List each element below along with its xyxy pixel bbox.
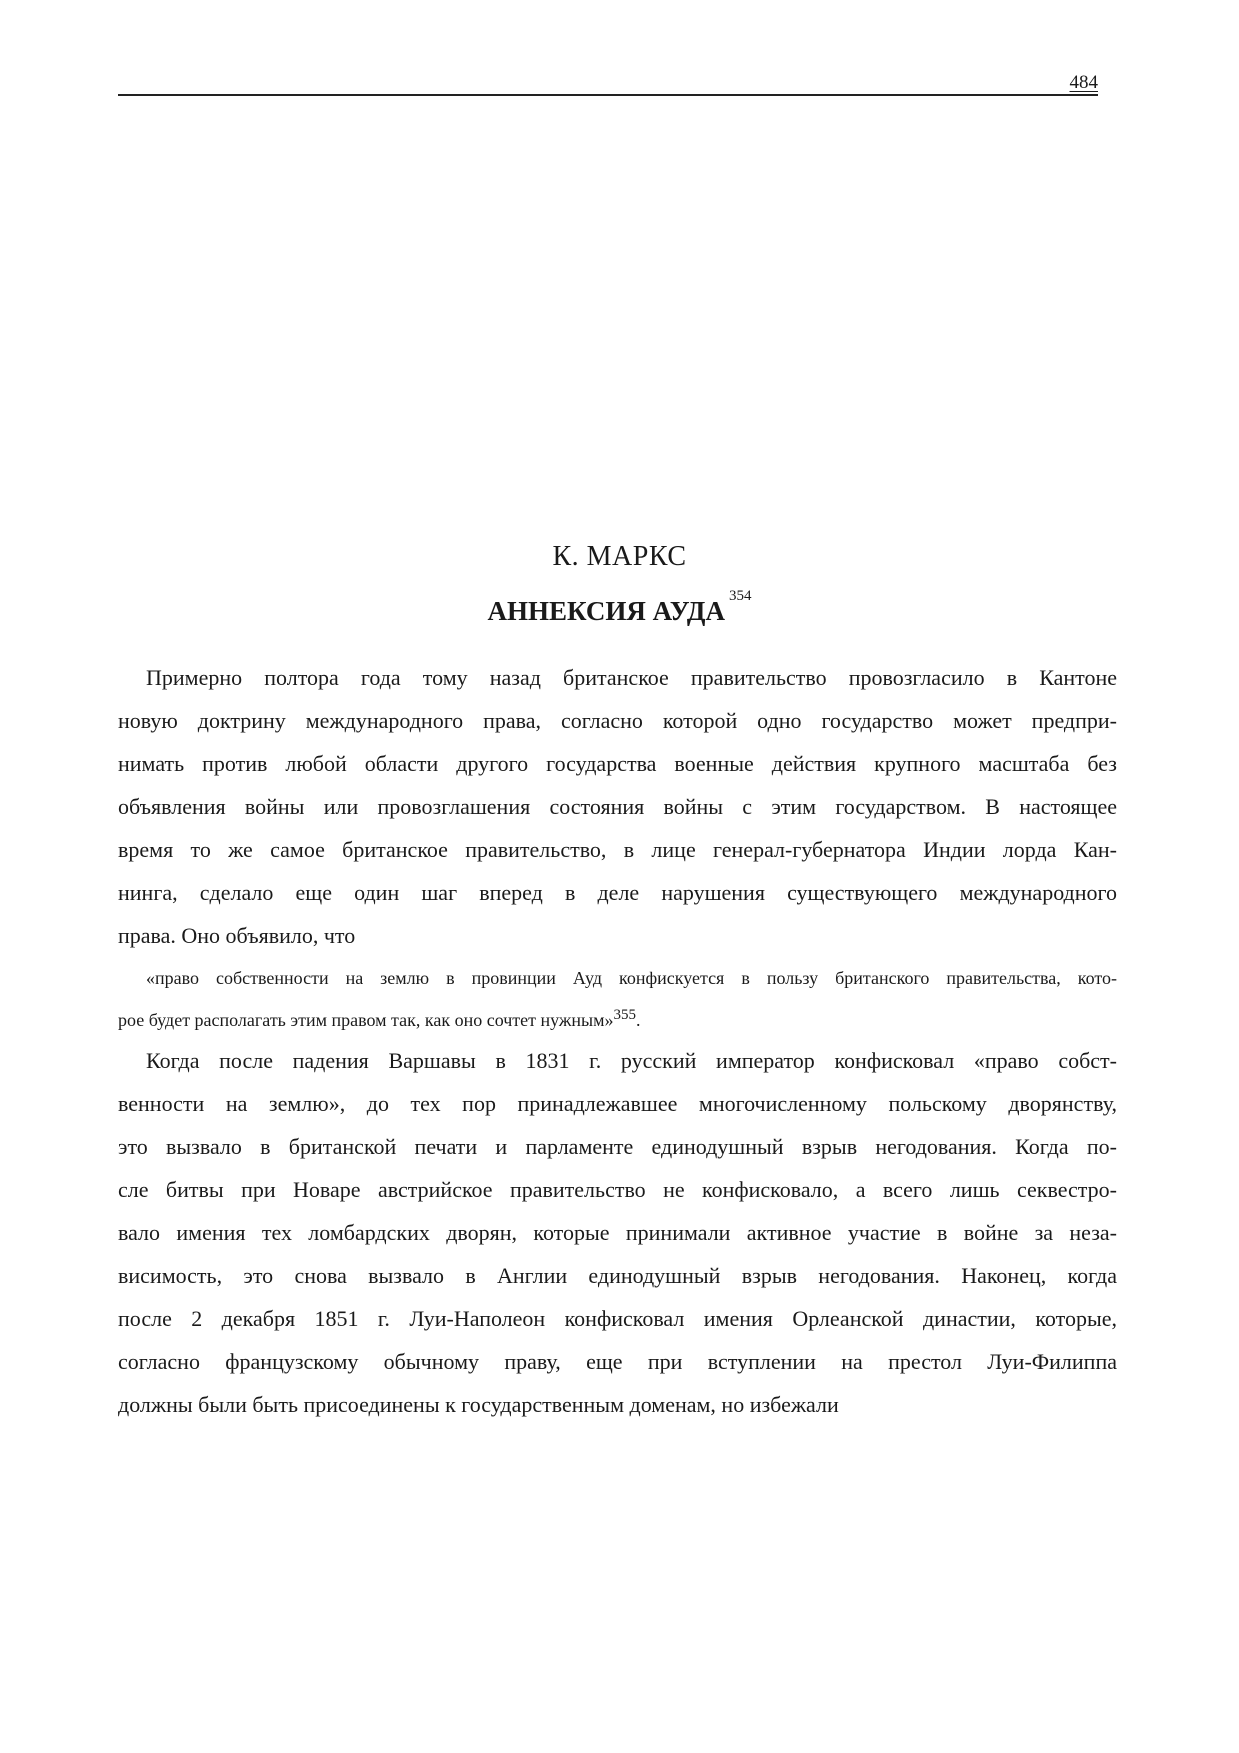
paragraph-1-line: нинга, сделало еще один шаг вперед в деле нарушения существующего международного bbox=[118, 880, 1117, 905]
author-name: К. МАРКС bbox=[552, 541, 687, 572]
quote-line-text: рое будет располагать этим правом так, как оно сочтет нужным» bbox=[118, 1010, 614, 1030]
paragraph-2-line: согласно французскому обычному праву, еще при вступлении на престол Луи-Филиппа bbox=[118, 1349, 1117, 1374]
title-footnote-marker: 354 bbox=[728, 588, 752, 604]
paragraph-1-line: время то же самое британское правительство, в лице генерал-губернатора Индии лорда Кан- bbox=[118, 837, 1117, 862]
article-title-text: АННЕКСИЯ АУДА bbox=[487, 596, 725, 626]
paragraph-1-line: нимать против любой области другого государства военные действия крупного масштаба без bbox=[118, 751, 1117, 776]
paragraph-1-line: Примерно полтора года тому назад британское правительство провозгласило в Кантоне bbox=[146, 665, 1117, 690]
paragraph-1-line: объявления войны или провозглашения состояния войны с этим государством. В настоящее bbox=[118, 794, 1117, 819]
paragraph-2 bbox=[118, 1039, 1117, 1426]
header-rule bbox=[118, 94, 1098, 96]
quote-end-punct: . bbox=[635, 1010, 641, 1030]
paragraph-2-line: сле битвы при Новаре австрийское правительство не конфисковало, а всего лишь секвестро- bbox=[118, 1177, 1117, 1202]
paragraph-2-line: висимость, это снова вызвало в Англии единодушный взрыв негодования. Наконец, когда bbox=[118, 1263, 1117, 1288]
paragraph-2-line: после 2 декабря 1851 г. Луи-Наполеон конфисковал имения Орлеанской династии, которые, bbox=[118, 1306, 1117, 1331]
paragraph-2-line: венности на землю», до тех пор принадлежавшее многочисленному польскому дворянству, bbox=[118, 1091, 1117, 1116]
paragraph-2-line: это вызвало в британской печати и парламенте единодушный взрыв негодования. Когда по- bbox=[118, 1134, 1117, 1159]
paragraph-1 bbox=[118, 656, 1117, 957]
paragraph-1-line: новую доктрину международного права, согласно которой одно государство может предпри- bbox=[118, 708, 1117, 733]
quote-line: «право собственности на землю в провинции Ауд конфискуется в пользу британского правительства, кото- bbox=[146, 968, 1117, 988]
article-title bbox=[0, 588, 1239, 629]
paragraph-2-line: вало имения тех ломбардских дворян, которые принимали активное участие в войне за неза- bbox=[118, 1220, 1117, 1245]
quote-line bbox=[118, 997, 1117, 1039]
paragraph-2-line: Когда после падения Варшавы в 1831 г. русский император конфисковал «право собст- bbox=[146, 1048, 1117, 1073]
page-number: 484 bbox=[1069, 72, 1098, 93]
paragraph-1-line: права. Оно объявило, что bbox=[118, 923, 356, 948]
paragraph-2-line: должны были быть присоединены к государственным доменам, но избежали bbox=[118, 1392, 839, 1417]
block-quote bbox=[118, 960, 1117, 1039]
quote-footnote-marker: 355 bbox=[613, 1007, 636, 1023]
